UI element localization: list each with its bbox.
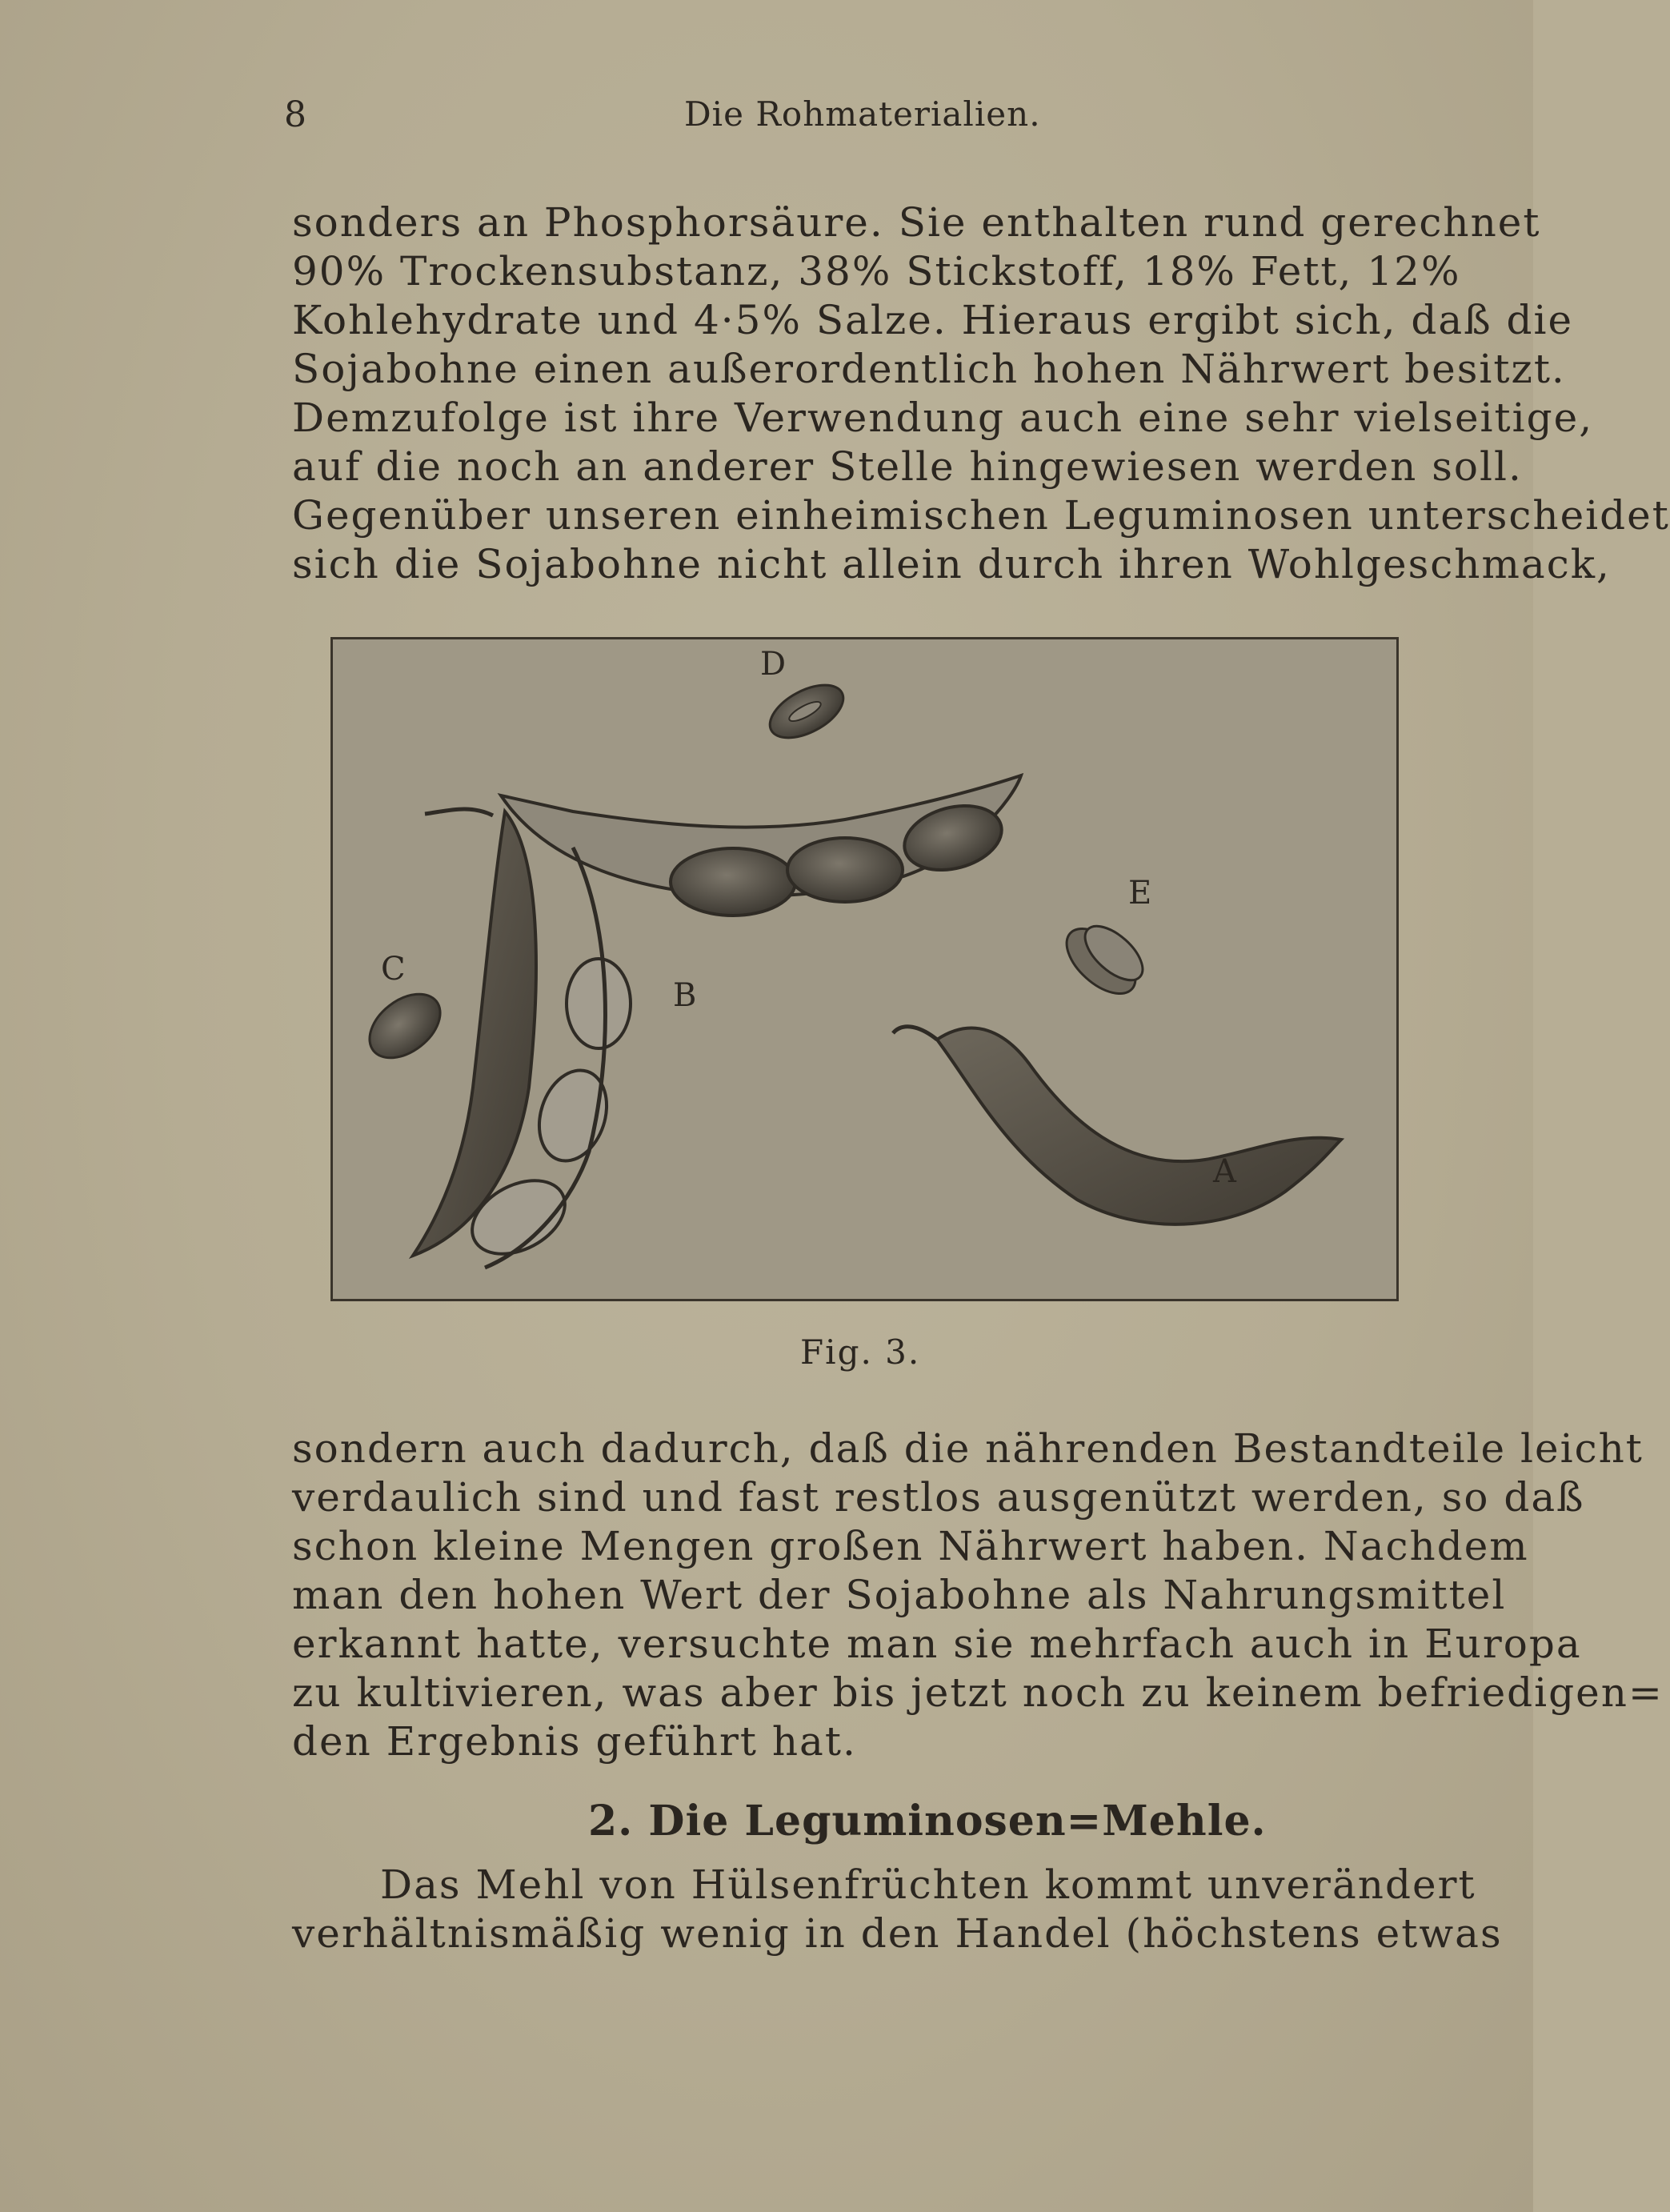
label-d: D (760, 646, 787, 683)
text-line: erkannt hatte, versuchte man sie mehrfach auch in Europa (292, 1621, 1582, 1667)
paragraph-2 (292, 1425, 1664, 1766)
section-heading: 2. Die Leguminosen=Mehle. (588, 1797, 1267, 1845)
pod-b-lower (413, 811, 631, 1268)
label-b: B (673, 977, 697, 1014)
text-line: den Ergebnis geführt hat. (292, 1718, 857, 1765)
seed-c (358, 981, 452, 1071)
text-line: auf die noch an anderer Stelle hingewiesen werden soll. (292, 443, 1523, 490)
text-line: Sojabohne einen außerordentlich hohen Nährwert besitzt. (292, 346, 1566, 392)
text-line: sonders an Phosphorsäure. Sie enthalten rund gerechnet (292, 199, 1541, 246)
text-line: verhältnismäßig wenig in den Handel (höchstens etwas (292, 1910, 1503, 1957)
soybean-illustration (333, 639, 1396, 1299)
text-line: Gegenüber unseren einheimischen Leguminosen unterscheidet (292, 492, 1670, 539)
text-line: sich die Sojabohne nicht allein durch ihren Wohlgeschmack, (292, 541, 1611, 587)
text-line: Demzufolge ist ihre Verwendung auch eine sehr vielseitige, (292, 395, 1594, 441)
paragraph-3 (292, 1861, 1503, 1958)
text-line: Kohlehydrate und 4·5% Salze. Hieraus ergibt sich, daß die (292, 297, 1574, 343)
label-c: C (381, 951, 406, 988)
pod-a (893, 1027, 1341, 1224)
text-line: sondern auch dadurch, daß die nährenden Bestandteile leicht (292, 1425, 1644, 1472)
paragraph-1 (292, 198, 1670, 589)
figure-caption: Fig. 3. (800, 1332, 921, 1372)
text-line: verdaulich sind und fast restlos ausgenützt werden, so daß (292, 1474, 1585, 1521)
seed-e (1055, 916, 1152, 1005)
running-head: Die Rohmaterialien. (684, 94, 1041, 134)
label-a: A (1213, 1153, 1236, 1190)
text-line: zu kultivieren, was aber bis jetzt noch zu keinem befriedigen= (292, 1669, 1664, 1716)
text-line: man den hohen Wert der Sojabohne als Nahrungsmittel (292, 1572, 1507, 1618)
text-line: schon kleine Mengen großen Nährwert haben. Nachdem (292, 1523, 1529, 1569)
page-header (284, 94, 1436, 142)
text-line: Das Mehl von Hülsenfrüchten kommt unverändert (380, 1861, 1476, 1908)
text-line: 90% Trockensubstanz, 38% Stickstoff, 18% Fett, 12% (292, 248, 1461, 295)
label-e: E (1128, 875, 1152, 912)
page-number: 8 (284, 94, 306, 135)
figure-soybean-pods (330, 637, 1399, 1301)
